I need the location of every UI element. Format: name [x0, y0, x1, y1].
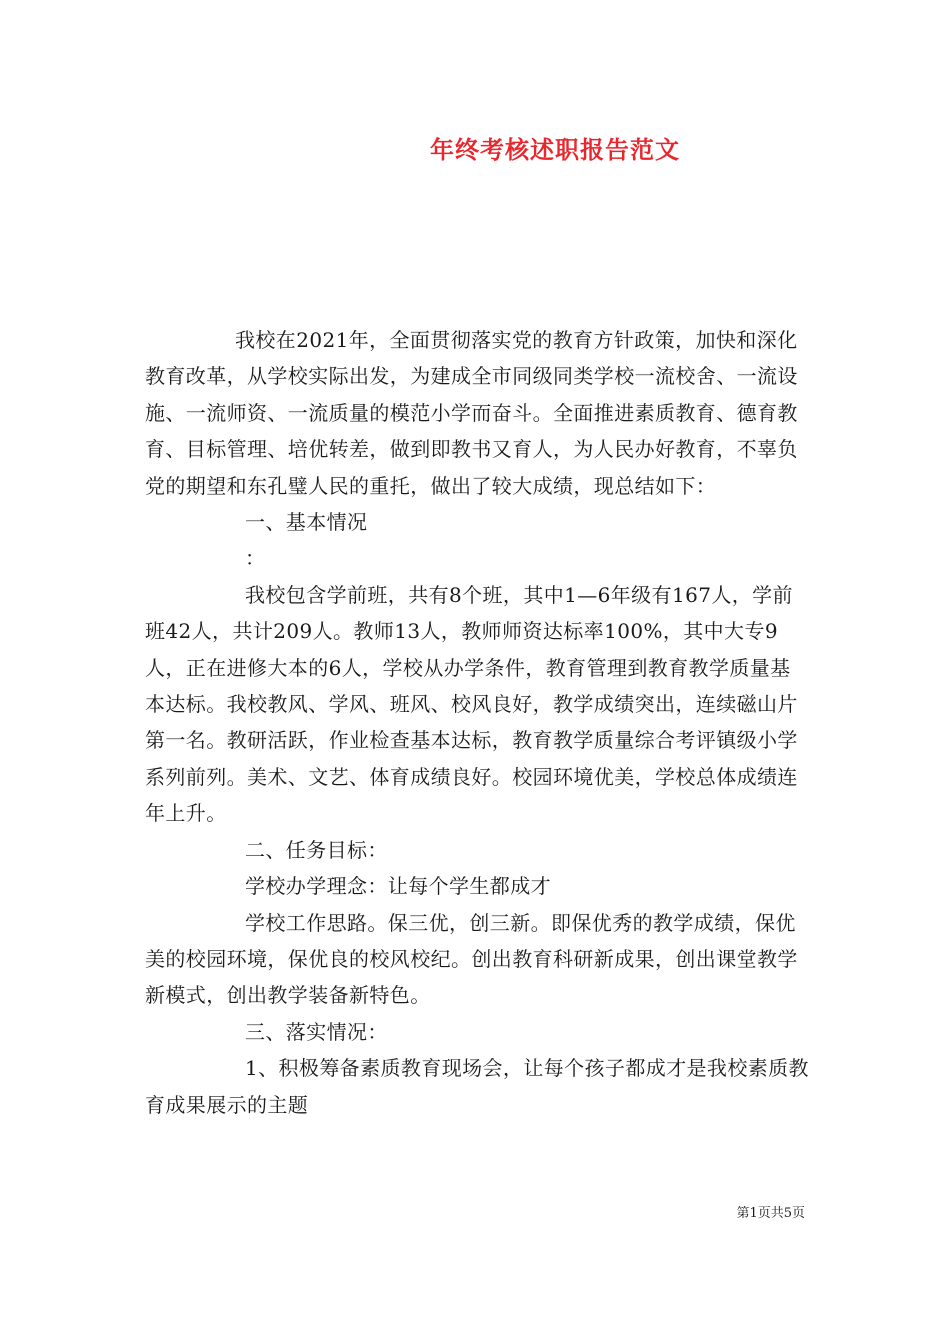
paragraph-item-1: 1、积极筹备素质教育现场会，让每个孩子都成才是我校素质教育成果展示的主题 [145, 1056, 809, 1117]
paragraph-intro: 我校在2021年，全面贯彻落实党的教育方针政策，加快和深化教育改革，从学校实际出发，为建成全市同级同类学校一流校舍、一流设施、一流师资、一流质量的模范小学而奋斗。全面推进素质教育、德育教育、目标管理、培优转差，做到即教书又育人，为人民办好教育，不辜负党的期望和东孔璧人民的重托，做出了较大成绩，现总结如下： [145, 328, 798, 498]
paragraph-school-stats: 我校包含学前班，共有8个班，其中1—6年级有167人，学前班42人，共计209人。教师13人，教师师资达标率100%，其中大专9人，正在进修大本的6人，学校从办学条件，教育管理到教育教学质量基本达标。我校教风、学风、班风、校风良好，教学成绩突出，连续磁山片第一名。教研活跃，作业检查基本达标，教育教学质量综合考评镇级小学系列前列。美术、文艺、体育成绩良好。校园环境优美，学校总体成绩连年上升。 [145, 582, 798, 826]
page-number: 第1页共5页 [736, 1206, 805, 1221]
heading-basic-situation: 一、基本情况 [245, 510, 368, 535]
paragraph-work-ideas: 学校工作思路。保三优，创三新。即保优秀的教学成绩，保优美的校园环境，保优良的校风校纪。创出教育科研新成果，创出课堂教学新模式，创出教学装备新特色。 [145, 910, 798, 1008]
heading-task-goals: 二、任务目标： [245, 837, 388, 862]
paragraph-philosophy: 学校办学理念：让每个学生都成才 [245, 874, 551, 899]
paragraph-colon: ： [245, 546, 266, 571]
document-title: 年终考核述职报告范文 [430, 135, 680, 164]
heading-implementation: 三、落实情况： [245, 1019, 388, 1044]
document-body [145, 322, 810, 1123]
